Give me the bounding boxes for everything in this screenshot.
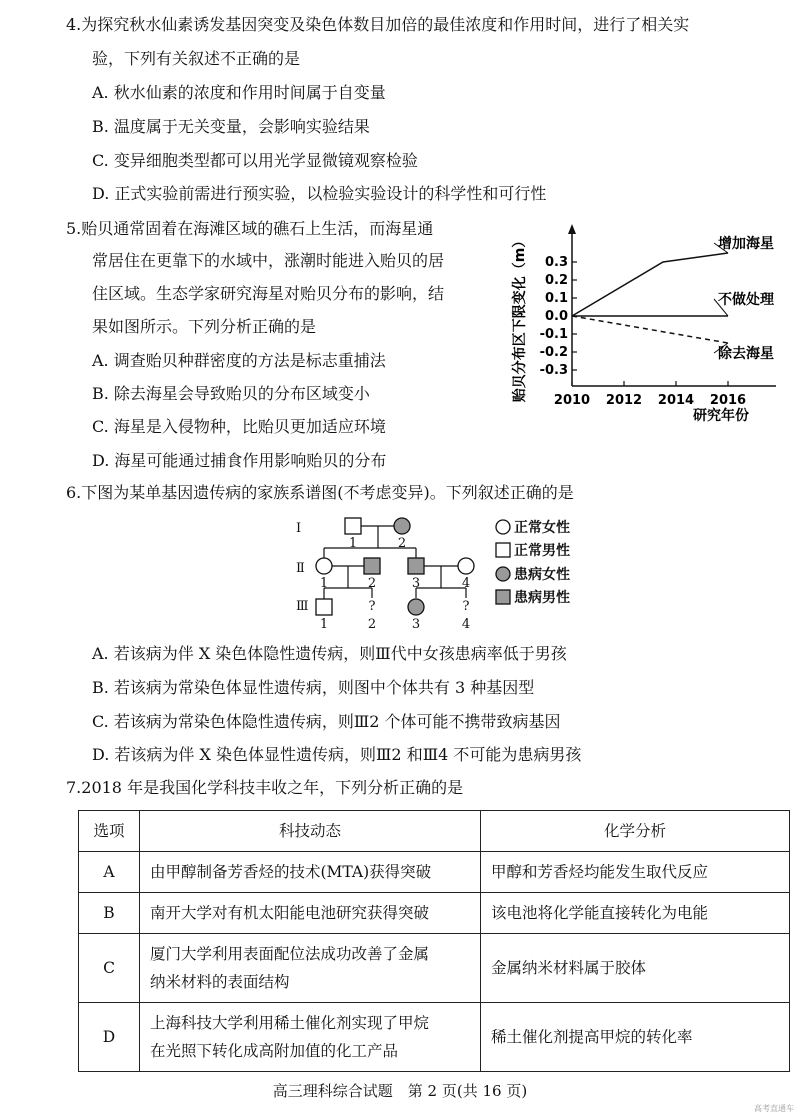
q4-stem-line2: 验，下列有关叙述不正确的是: [92, 49, 301, 68]
pedigree-ii2-affected-male: [364, 558, 380, 574]
page-footer: 高三理科综合试题 第 2 页(共 16 页): [272, 1082, 528, 1100]
q5-option-d: D. 海星可能通过捕食作用影响贻贝的分布: [92, 451, 387, 470]
pedigree-iii2-unknown: ?: [368, 599, 376, 614]
table-header-row: [79, 811, 790, 852]
q4-option-b: B. 温度属于无关变量，会影响实验结果: [92, 117, 370, 136]
table-row: [79, 893, 790, 934]
series-label-2: 不做处理: [718, 292, 774, 308]
mussel-distribution-chart: [506, 218, 791, 433]
x-tick-label: 2010: [553, 393, 591, 408]
q4-option-a: A. 秋水仙素的浓度和作用时间属于自变量: [92, 83, 386, 102]
row-b-analysis: 该电池将化学能直接转化为电能: [481, 893, 790, 934]
pedigree-iii1-normal-male: [316, 599, 332, 615]
pedigree-iii4-unknown: ?: [462, 599, 470, 614]
y-tick-label: 0.0: [544, 309, 568, 324]
y-tick-label: -0.2: [539, 345, 568, 360]
q6-stem: 6.下图为某单基因遗传病的家族系谱图(不考虑变异)。下列叙述正确的是: [66, 483, 574, 502]
x-tick-label: 2014: [657, 393, 695, 408]
legend-affected-female-symbol: [496, 567, 510, 581]
pedigree-ii3-number: 3: [411, 576, 421, 591]
q5-option-b: B. 除去海星会导致贻贝的分布区域变小: [92, 384, 370, 403]
y-tick-label: 0.3: [544, 255, 568, 270]
pedigree-ii1-normal-female: [316, 558, 332, 574]
q5-stem-line2: 常居住在更靠下的水域中，涨潮时能进入贻贝的居: [92, 251, 445, 270]
chart-y-axis-arrow: [568, 224, 576, 234]
legend-normal-female-label: 正常女性: [514, 520, 570, 536]
pedigree-iii4-number: 4: [461, 617, 471, 630]
row-a-news: 由甲醇制备芳香烃的技术(MTA)获得突破: [140, 852, 481, 893]
table-row: [79, 934, 790, 1003]
pedigree-chart: [282, 510, 592, 630]
row-a-analysis: 甲醇和芳香烃均能发生取代反应: [481, 852, 790, 893]
pedigree-ii4-normal-female: [458, 558, 474, 574]
q6-option-c: C. 若该病为常染色体隐性遗传病，则Ⅲ2 个体可能不携带致病基因: [92, 712, 561, 731]
q5-stem-line4: 果如图所示。下列分析正确的是: [92, 317, 317, 336]
pedigree-i1-number: 1: [348, 536, 358, 551]
chart-y-axis-label: 贻贝分布区下限变化（m）: [512, 233, 528, 403]
row-d-news: 上海科技大学利用稀土催化剂实现了甲烷 在光照下转化成高附加值的化工产品: [140, 1003, 481, 1072]
q4-option-c: C. 变异细胞类型都可以用光学显微镜观察检验: [92, 151, 418, 170]
y-tick-label: 0.2: [544, 273, 568, 288]
q6-option-b: B. 若该病为常染色体显性遗传病，则图中个体共有 3 种基因型: [92, 678, 535, 697]
q4-stem-line1: 4.为探究秋水仙素诱发基因突变及染色体数目加倍的最佳浓度和作用时间，进行了相关实: [66, 15, 690, 34]
row-d-option: D: [79, 1003, 140, 1072]
series-label-1: 增加海星: [718, 236, 774, 252]
q7-table: [78, 810, 790, 1072]
q5-option-a: A. 调查贻贝种群密度的方法是标志重捕法: [92, 351, 386, 370]
header-option: 选项: [79, 811, 140, 852]
row-c-news: 厦门大学利用表面配位法成功改善了金属 纳米材料的表面结构: [140, 934, 481, 1003]
q4-option-d: D. 正式实验前需进行预实验，以检验实验设计的科学性和可行性: [92, 184, 547, 203]
pedigree-ii1-number: 1: [319, 576, 329, 591]
watermark-text: 高考直通车: [754, 1104, 794, 1113]
legend-normal-male-label: 正常男性: [514, 543, 570, 559]
y-tick-label: 0.1: [544, 291, 568, 306]
y-tick-label: -0.3: [539, 363, 568, 378]
series-line-1: [572, 253, 728, 316]
generation-3-label: Ⅲ: [296, 599, 309, 614]
q5-stem-line1: 5.贻贝通常固着在海滩区域的礁石上生活，而海星通: [66, 219, 434, 238]
pedigree-ii3-affected-male: [408, 558, 424, 574]
header-chem-analysis: 化学分析: [481, 811, 790, 852]
q5-option-c: C. 海星是入侵物种，比贻贝更加适应环境: [92, 417, 386, 436]
row-b-news: 南开大学对有机太阳能电池研究获得突破: [140, 893, 481, 934]
header-tech-news: 科技动态: [140, 811, 481, 852]
pedigree-i1-normal-male: [345, 518, 361, 534]
row-d-analysis: 稀土催化剂提高甲烷的转化率: [481, 1003, 790, 1072]
series-label-3: 除去海星: [718, 346, 774, 362]
pedigree-iii3-affected-female: [408, 599, 424, 615]
pedigree-iii3-number: 3: [411, 617, 421, 630]
q6-option-a: A. 若该病为伴 X 染色体隐性遗传病，则Ⅲ代中女孩患病率低于男孩: [92, 644, 567, 663]
pedigree-i2-affected-female: [394, 518, 410, 534]
legend-affected-female-label: 患病女性: [514, 567, 570, 583]
q7-stem: 7.2018 年是我国化学科技丰收之年，下列分析正确的是: [66, 778, 464, 797]
q5-stem-line3: 住区域。生态学家研究海星对贻贝分布的影响，结: [92, 284, 445, 303]
row-a-option: A: [79, 852, 140, 893]
row-c-analysis: 金属纳米材料属于胶体: [481, 934, 790, 1003]
legend-affected-male-symbol: [496, 590, 510, 604]
pedigree-i2-number: 2: [397, 536, 407, 551]
legend-normal-male-symbol: [496, 543, 510, 557]
pedigree-ii4-number: 4: [461, 576, 471, 591]
y-tick-label: -0.1: [539, 327, 568, 342]
x-tick-label: 2012: [605, 393, 643, 408]
table-row: [79, 1003, 790, 1072]
pedigree-ii2-number: 2: [367, 576, 377, 591]
generation-1-label: Ⅰ: [296, 521, 302, 536]
series-line-3: [572, 316, 728, 343]
row-b-option: B: [79, 893, 140, 934]
pedigree-iii2-number: 2: [367, 617, 377, 630]
legend-affected-male-label: 患病男性: [514, 590, 570, 606]
row-c-option: C: [79, 934, 140, 1003]
x-tick-label: 2016: [709, 393, 747, 408]
pedigree-iii1-number: 1: [319, 617, 329, 630]
table-row: [79, 852, 790, 893]
generation-2-label: Ⅱ: [296, 561, 305, 576]
legend-normal-female-symbol: [496, 520, 510, 534]
chart-x-axis-label: 研究年份: [693, 408, 749, 424]
q6-option-d: D. 若该病为伴 X 染色体显性遗传病，则Ⅲ2 和Ⅲ4 不可能为患病男孩: [92, 745, 582, 764]
